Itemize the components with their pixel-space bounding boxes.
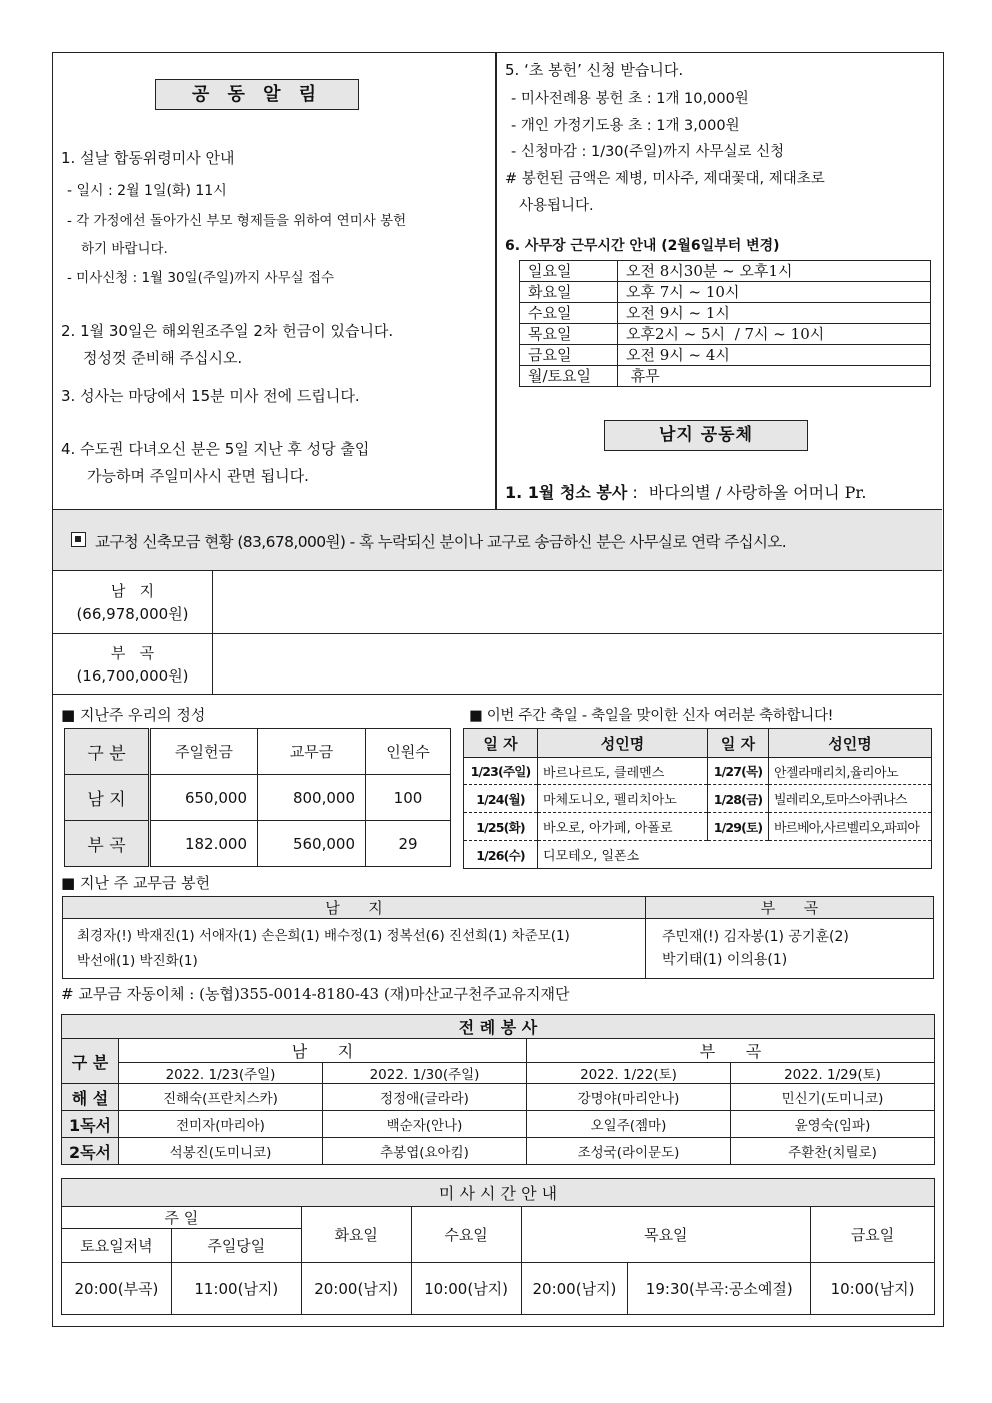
liturgy-name: 진해숙(프란치스카) [119,1084,323,1111]
fund-namji-label: 남 지 [110,582,155,600]
offering-header-sunday: 주일헌금 [150,729,258,775]
bulletin-page [52,52,944,1327]
liturgy-role: 1독서 [62,1111,119,1138]
liturgy-group-bugok: 부 곡 [527,1039,935,1063]
mass-title: 미 사 시 간 안 내 [62,1179,935,1207]
autopay-info: # 교무금 자동이체 : (농협)355-0014-8180-43 (재)마산교구천주교유지재단 [61,985,570,1003]
liturgy-name: 전미자(마리아) [119,1111,323,1138]
mass-time: 19:30(부곡:공소예절) [628,1263,811,1315]
liturgy-name: 민신기(도미니코) [731,1084,935,1111]
notice-5-line: - 개인 가정기도용 초 : 1개 3,000원 [511,118,740,134]
feast-date: 1/24(월) [464,785,538,813]
column-divider [495,53,497,509]
mass-time: 10:00(남지) [811,1263,935,1315]
notice-2-line: 정성껏 준비해 주십시오. [83,349,243,367]
notice-2-line: 2. 1월 30일은 해외원조주일 2차 헌금이 있습니다. [61,322,394,340]
liturgy-category: 구 분 [62,1039,119,1084]
office-hours-row [520,282,931,303]
feast-header-date: 일 자 [708,729,769,758]
notice-5-line: 사용됩니다. [519,198,594,214]
fund-bugok-amount: (16,700,000원) [76,667,189,685]
office-hours-time: 오전 9시 ~ 1시 [618,303,931,324]
namji-community-title: 남지 공동체 [604,420,808,451]
notice-5-line: - 미사전례용 봉헌 초 : 1개 10,000원 [511,91,749,107]
liturgy-table [61,1014,935,1165]
office-hours-time: 휴무 [618,366,931,387]
mass-time: 20:00(남지) [301,1263,411,1315]
liturgy-date: 2022. 1/22(토) [527,1063,731,1084]
feast-header-saint: 성인명 [538,729,708,758]
offering-dues-value: 560,000 [258,821,366,867]
dues-heading: ■ 지난 주 교무금 봉헌 [61,874,211,892]
offering-sunday-value: 650,000 [150,775,258,821]
feast-date: 1/23(주일) [464,758,538,785]
office-hours-row [520,366,931,387]
feast-saints: 마체도니오, 펠리치아노 [538,785,708,813]
office-hours-time: 오후2시 ~ 5시 / 7시 ~ 10시 [618,324,931,345]
mass-fri-header: 금요일 [811,1207,935,1263]
fund-row-namji [53,571,942,634]
feast-row [464,841,932,869]
office-hours-day: 일요일 [520,261,618,282]
mass-sunday-day-header: 주일당일 [171,1229,301,1263]
cleaning-service [505,480,866,503]
office-hours-time: 오후 7시 ~ 10시 [618,282,931,303]
feast-date: 1/27(목) [708,758,769,785]
building-fund-banner [53,509,942,571]
feast-header-date: 일 자 [464,729,538,758]
dues-table [62,896,934,979]
feast-date: 1/25(화) [464,813,538,841]
office-hours-time: 오전 9시 ~ 4시 [618,345,931,366]
feast-date: 1/29(토) [708,813,769,841]
dues-namji-header: 남 지 [63,897,646,919]
mass-sat-eve-header: 토요일저녁 [62,1229,172,1263]
offering-row [65,821,451,867]
office-hours-row [520,345,931,366]
feast-row [464,758,932,785]
notice-1-line: 하기 바랍니다. [81,241,168,257]
offering-header-category: 구 분 [65,729,150,775]
notice-1-date: - 일시 : 2월 1일(화) 11시 [67,183,227,199]
office-hours-day: 금요일 [520,345,618,366]
fund-namji-amount: (66,978,000원) [76,605,189,623]
fund-row-bugok [53,634,942,695]
liturgy-name: 추봉엽(요아킴) [323,1138,527,1165]
notice-5-line: - 신청마감 : 1/30(주일)까지 사무실로 신청 [511,144,785,160]
liturgy-role: 해 설 [62,1084,119,1111]
feast-saints: 빌레리오,토마스아퀴나스 [769,785,932,813]
liturgy-name: 윤영숙(임파) [731,1111,935,1138]
mass-sunday-header: 주 일 [62,1207,302,1229]
office-hours-row [520,324,931,345]
liturgy-group-namji: 남 지 [119,1039,527,1063]
mass-time: 20:00(남지) [521,1263,628,1315]
offering-count-value: 100 [366,775,451,821]
feast-saints: 바오로, 아가페, 아폴로 [538,813,708,841]
mass-time: 20:00(부곡) [62,1263,172,1315]
feast-date: 1/28(금) [708,785,769,813]
office-hours-day: 수요일 [520,303,618,324]
feast-row [464,785,932,813]
notice-3: 3. 성사는 마당에서 15분 미사 전에 드립니다. [61,387,360,405]
feast-date: 1/26(수) [464,841,538,869]
common-notice-title: 공 동 알 림 [155,79,359,110]
feast-saints: 디모테오, 일폰소 [538,841,932,869]
offering-dues-value: 800,000 [258,775,366,821]
feast-saints: 바르베아,사르벨리오,파피아 [769,813,932,841]
liturgy-name: 정정애(글라라) [323,1084,527,1111]
liturgy-name: 석봉진(도미니코) [119,1138,323,1165]
notice-5-line: # 봉헌된 금액은 제병, 미사주, 제대꽃대, 제대초로 [505,171,825,187]
feast-saints: 바르나르도, 클레멘스 [538,758,708,785]
liturgy-title: 전 례 봉 사 [62,1015,935,1039]
liturgy-date: 2022. 1/29(토) [731,1063,935,1084]
mass-tue-header: 화요일 [301,1207,411,1263]
dues-namji-line: 최경자(!) 박재진(1) 서애자(1) 손은희(1) 배수정(1) 정복선(6) 진선희(1) 차준모(1) [77,927,570,944]
liturgy-name: 주환찬(치릴로) [731,1138,935,1165]
offering-header-count: 인원수 [366,729,451,775]
building-fund-text: 교구청 신축모금 현황 (83,678,000원) - 혹 누락되신 분이나 교구로 송금하신 분은 사무실로 연락 주십시오. [95,533,787,551]
notice-4-line: 가능하며 주일미사시 관면 됩니다. [87,467,309,485]
notice-1-heading: 1. 설날 합동위령미사 안내 [61,149,235,167]
cleaning-label: 1. 1월 청소 봉사 [505,483,628,502]
liturgy-date: 2022. 1/23(주일) [119,1063,323,1084]
offering-row-label: 남 지 [65,775,150,821]
office-hours-day: 월/토요일 [520,366,618,387]
liturgy-name: 백순자(안나) [323,1111,527,1138]
cleaning-sep: : [627,483,643,502]
liturgy-row [62,1138,935,1165]
liturgy-name: 오일주(젬마) [527,1111,731,1138]
liturgy-name: 조성국(라이문도) [527,1138,731,1165]
offering-sunday-value: 182.000 [150,821,258,867]
feast-header-saint: 성인명 [769,729,932,758]
feast-heading: ■ 이번 주간 축일 - 축일을 맞이한 신자 여러분 축하합니다! [469,708,834,724]
dues-bugok-line: 주민재(!) 김자봉(1) 공기훈(2) [662,928,849,945]
office-hours-row [520,303,931,324]
dues-namji-line: 박선애(1) 박진화(1) [77,952,198,969]
dues-bugok-header: 부 곡 [646,897,934,919]
dues-namji-names [63,919,646,979]
mass-thu-header: 목요일 [521,1207,811,1263]
liturgy-role: 2독서 [62,1138,119,1165]
offering-heading: ■ 지난주 우리의 정성 [61,706,206,724]
fund-bugok-label: 부 곡 [110,644,155,662]
notice-1-line: - 각 가정에선 돌아가신 부모 형제들을 위하여 연미사 봉헌 [67,213,407,229]
office-hours-day: 화요일 [520,282,618,303]
offering-row [65,775,451,821]
liturgy-date: 2022. 1/30(주일) [323,1063,527,1084]
liturgy-name: 강명야(마리안나) [527,1084,731,1111]
square-bullet-icon [71,532,86,547]
offering-header-dues: 교무금 [258,729,366,775]
notice-6-heading: 6. 사무장 근무시간 안내 (2월6일부터 변경) [505,238,780,254]
feast-row [464,813,932,841]
mass-time: 10:00(남지) [411,1263,521,1315]
notice-1-apply: - 미사신청 : 1월 30일(주일)까지 사무실 접수 [67,270,335,286]
offering-table [64,728,451,867]
liturgy-row [62,1111,935,1138]
office-hours-time: 오전 8시30분 ~ 오후1시 [618,261,931,282]
feast-saints: 안젤라매리치,율리아노 [769,758,932,785]
office-hours-table [519,260,931,387]
office-hours-day: 목요일 [520,324,618,345]
feast-table [463,728,932,869]
notice-5-heading: 5. ‘초 봉헌’ 신청 받습니다. [505,61,684,79]
cleaning-value: 바다의별 / 사랑하올 어머니 Pr. [648,483,867,502]
mass-times-table [61,1178,935,1315]
offering-count-value: 29 [366,821,451,867]
liturgy-row [62,1084,935,1111]
dues-bugok-names [646,919,934,979]
notice-4-line: 4. 수도권 다녀오신 분은 5일 지난 후 성당 출입 [61,440,370,458]
mass-time: 11:00(남지) [171,1263,301,1315]
mass-wed-header: 수요일 [411,1207,521,1263]
dues-bugok-line: 박기태(1) 이의용(1) [662,951,788,968]
office-hours-row [520,261,931,282]
offering-row-label: 부 곡 [65,821,150,867]
